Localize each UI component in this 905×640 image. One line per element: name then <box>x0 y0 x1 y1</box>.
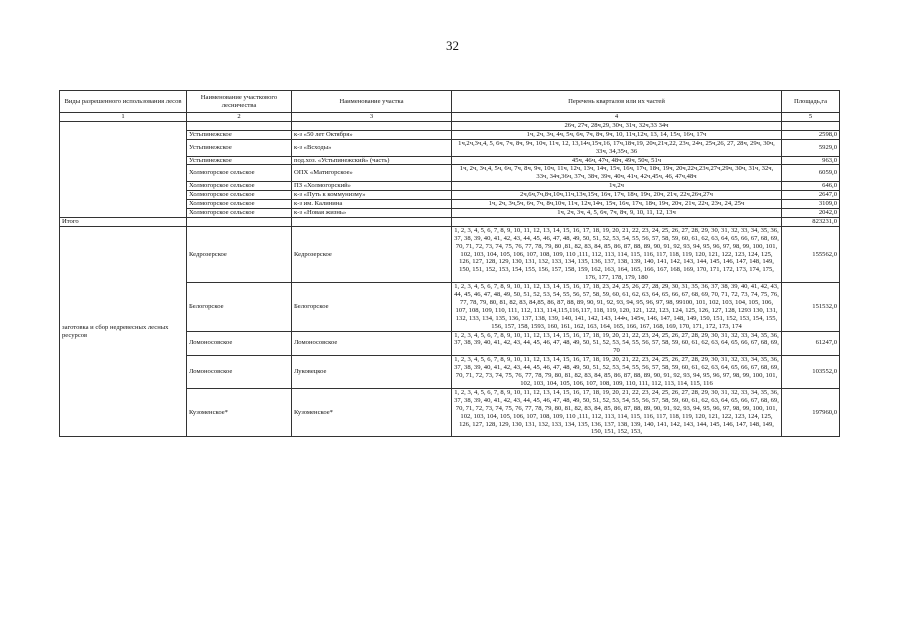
col-number: 3 <box>292 113 452 122</box>
forestry-cell: Белогорское <box>187 283 292 331</box>
area-cell: 151532,0 <box>782 283 840 331</box>
site-cell: Луковецкое <box>292 356 452 389</box>
forestry-cell: Ломоносовское <box>187 331 292 356</box>
header-use-type: Виды разрешенного использования лесов <box>60 91 187 113</box>
forestry-cell: Устьпинежское <box>187 156 292 165</box>
site-cell: ПЗ «Холмогорский» <box>292 182 452 191</box>
area-cell: 2598,0 <box>782 130 840 139</box>
forest-use-table <box>59 90 840 437</box>
quarters-cell: 1, 2, 3, 4, 5, 6, 7, 8, 9, 10, 11, 12, 13, 14, 15, 16, 17, 18, 19, 20, 21, 22, 23, 24, 25, 26, 27, 28, 29, 30, 31, 32, 33, 34, 35, 36, 37, 38, 39, 40, 41, 42, 43, 44, 45, 46, 47, 48, 49, 50, 51, 52, 53, 54, 55, 56, 57, 58, 59, 60, 61, 62, 63, 64, 65, 66, 67, 68, 69, 70, 71, 72, 73, 74, 75, 76, 77, 78, 79, 80 ,81, 82, 83, 84, 85, 86, 87, 88, 89, 90, 91, 92, 93, 94, 95, 96, 97, 98, 99, 100, 101, 102, 103, 104, 105, 106, 107, 108, 109, 110 ,111, 112, 113, 114, 115, 116, 117, 118, 119, 120, 121, 122, 123, 124, 125, 126, 127, 128, 129, 130, 131, 132, 133, 134, 135, 136, 137, 138, 139, 140, 141, 142, 143, 144, 145, 146, 147, 148, 149, 150, 151, 152, 153, 154, 155, 156, 157, 158, 159, 162, 163, 164, 165, 166, 167, 168, 169, 170, 171, 172, 173, 174, 175, 176, 177, 178, 179, 180 <box>452 226 782 282</box>
forestry-cell: Холмогорское сельское <box>187 165 292 182</box>
table-row <box>60 121 840 130</box>
area-cell: 6059,0 <box>782 165 840 182</box>
site-cell: под.хоз. «Устьпинежский» (часть) <box>292 156 452 165</box>
quarters-cell: 1ч, 2ч, 3ч,5ч, 6ч, 7ч, 8ч,10ч, 11ч, 12ч,14ч, 15ч, 16ч, 17ч, 18ч, 19ч, 20ч, 21ч, 22ч, 23ч, 24, 25ч <box>452 200 782 209</box>
total-row <box>60 217 840 226</box>
site-cell: к-з им. Калинина <box>292 200 452 209</box>
quarters-cell: 1ч,2ч <box>452 182 782 191</box>
table-row <box>60 226 840 282</box>
area-cell: 103552,0 <box>782 356 840 389</box>
total-label: Итого <box>60 217 187 226</box>
forestry-cell: Холмогорское сельское <box>187 191 292 200</box>
quarters-cell: 1ч, 2ч, 3ч, 4ч, 5ч, 6ч, 7ч, 8ч, 9ч, 10, 11ч,12ч, 13, 14, 15ч, 16ч, 17ч <box>452 130 782 139</box>
header-area: Площадь,га <box>782 91 840 113</box>
site-cell: ОПХ «Матигорское» <box>292 165 452 182</box>
site-cell <box>292 121 452 130</box>
quarters-cell: 45ч, 46ч, 47ч, 48ч, 49ч, 50ч, 51ч <box>452 156 782 165</box>
forestry-cell: Холмогорское сельское <box>187 200 292 209</box>
quarters-cell: 1, 2, 3, 4, 5, 6, 7, 8, 9, 10, 11, 12, 13, 14, 15, 16, 17, 18, 19, 20, 21, 22, 23, 24, 25, 26, 27, 28, 29, 30, 31, 32, 33, 34, 35, 36, 37, 38, 39, 40, 41, 42, 43, 44, 45, 46, 47, 48, 49, 50, 51, 52, 53, 54, 55, 56, 57, 58, 59, 60, 61, 62, 63, 64, 65, 66, 67, 68, 69, 70 <box>452 331 782 356</box>
site-cell: к-з «Новая жизнь» <box>292 208 452 217</box>
total-area: 823231,0 <box>782 217 840 226</box>
use-type-cell: заготовка и сбор недревесных лесных ресурсов <box>60 226 187 437</box>
area-cell: 2042,0 <box>782 208 840 217</box>
area-cell: 5929,0 <box>782 139 840 156</box>
quarters-cell: 2ч,6ч,7ч,8ч,10ч,11ч,13ч,15ч, 16ч, 17ч, 18ч, 19ч, 20ч, 21ч, 22ч,26ч,27ч <box>452 191 782 200</box>
site-cell: Кузоменское* <box>292 388 452 436</box>
quarters-cell: 1, 2, 3, 4, 5, 6, 7, 8, 9, 10, 11, 12, 13, 14, 15, 16, 17, 18, 19, 20, 21, 22, 23, 24, 25, 26, 27, 28, 29, 30, 31, 32, 33, 34, 35, 36, 37, 38, 39, 40, 41, 42, 43, 44, 45, 46, 47, 48, 49, 50, 51, 52, 53, 54, 55, 56, 57, 58, 59, 60, 61, 62, 63, 64, 65, 66, 67, 68, 69, 70, 71, 72, 73, 74, 75, 76, 77, 78, 79, 80, 81, 82, 83, 84, 85, 86, 87, 88, 89, 90, 91, 92, 93, 94, 95, 96, 97, 98, 99, 100, 101, 102, 103, 104, 105, 106, 107, 108, 109, 110, 111, 112, 113, 114, 115, 116 <box>452 356 782 389</box>
quarters-cell: 1, 2, 3, 4, 5, 6, 7, 8, 9, 10, 11, 12, 13, 14, 15, 16, 17, 18, 19, 20, 21, 22, 23, 24, 25, 26, 27, 28, 29, 30, 31, 32, 33, 34, 35, 36, 37, 38, 39, 40, 41, 42, 43, 44, 45, 46, 47, 48, 49, 50, 51, 52, 53, 54, 55, 56, 57, 58, 59, 60, 61, 62, 63, 64, 65, 66, 67, 68, 69, 70, 71, 72, 73, 74, 75, 76, 77, 78, 79, 80, 81, 82, 83, 84, 85, 86, 87, 88, 89, 90, 91, 92, 93, 94, 95, 96, 97, 98, 99, 100, 101, 102, 103, 104, 105, 106, 107, 108, 109, 110 ,111, 112, 113, 114, 115, 116, 117, 118, 119, 120, 121, 122, 123, 124, 125, 126, 127, 128, 129, 130, 131, 132, 133, 134, 135, 136, 137, 138, 139, 140, 141, 142, 143, 144, 145, 146, 147, 148, 149, 150, 151, 152, 153, <box>452 388 782 436</box>
header-row <box>60 91 840 113</box>
header-forestry: Наименование участкового лесничества <box>187 91 292 113</box>
area-cell: 197960,0 <box>782 388 840 436</box>
col-number: 2 <box>187 113 292 122</box>
quarters-cell: 1ч, 2ч, 3ч,4, 5ч, 6ч, 7ч, 8ч, 9ч, 10ч, 11ч, 12ч, 13ч, 14ч, 15ч, 16ч, 17ч, 18ч, 19ч, 20ч,22ч,23ч,27ч,29ч, 30ч, 31ч, 32ч, 33ч, 34ч,36ч, 37ч, 38ч, 39ч, 40ч, 41ч, 42ч,45ч, 46, 47ч,48ч <box>452 165 782 182</box>
col-number: 4 <box>452 113 782 122</box>
quarters-cell: 1ч,2ч,3ч,4, 5, 6ч, 7ч, 8ч, 9ч, 10ч, 11ч, 12, 13,14ч,15ч,16, 17ч,18ч,19, 20ч,21ч,22, 23ч, 24ч, 25ч,26, 27, 28ч, 29ч, 30ч, 33ч, 34,35ч, 36 <box>452 139 782 156</box>
empty-cell <box>292 217 452 226</box>
empty-cell <box>452 217 782 226</box>
forestry-cell: Кедрозерское <box>187 226 292 282</box>
column-number-row <box>60 113 840 122</box>
header-site: Наименование участка <box>292 91 452 113</box>
area-cell: 963,0 <box>782 156 840 165</box>
area-cell: 3109,0 <box>782 200 840 209</box>
area-cell <box>782 121 840 130</box>
forestry-cell: Холмогорское сельское <box>187 208 292 217</box>
site-cell: Белогорское <box>292 283 452 331</box>
forestry-cell: Кузоменское* <box>187 388 292 436</box>
use-type-cell-empty <box>60 121 187 217</box>
site-cell: к-з «Всходы» <box>292 139 452 156</box>
header-quarters: Перечень кварталов или их частей <box>452 91 782 113</box>
site-cell: к-з «50 лет Октября» <box>292 130 452 139</box>
forestry-cell <box>187 121 292 130</box>
site-cell: к-з «Путь к коммунизму» <box>292 191 452 200</box>
forestry-cell: Холмогорское сельское <box>187 182 292 191</box>
quarters-cell: 1, 2, 3, 4, 5, 6, 7, 8, 9, 10, 11, 12, 13, 14, 15, 16, 17, 18, 23, 24, 25, 26, 27, 28, 29, 30, 31, 35, 36, 37, 38, 39, 40, 41, 42, 43, 44, 45, 46, 47, 48, 49, 50, 51, 52, 53, 54, 55, 56, 57, 58, 59, 60, 61, 62, 63, 64, 65, 66, 67, 68, 69, 70, 71, 72, 73, 74, 75, 76, 77, 78, 79, 80, 81, 82, 83, 84,85, 86, 87, 88, 89, 90, 91, 92, 93, 94, 95, 96, 97, 98, 99100, 101, 102, 103, 104, 105, 106, 107, 108, 109, 110, 111, 112, 113, 114,115,116,117, 118, 119, 120, 121, 122, 123, 124, 125, 126, 127, 128, 1293 130, 131, 132, 133, 134, 135, 136, 137, 138, 139, 140, 141, 142, 143, 144ч, 145ч, 146, 147, 148, 149, 150, 151, 152, 153, 154, 155, 156, 157, 158, 1593, 160, 161, 162, 163, 164, 165, 166, 167, 168, 169, 170, 171, 172, 173, 174 <box>452 283 782 331</box>
site-cell: Кедрозерское <box>292 226 452 282</box>
area-cell: 155562,0 <box>782 226 840 282</box>
empty-cell <box>187 217 292 226</box>
col-number: 5 <box>782 113 840 122</box>
forestry-cell: Устьпинежское <box>187 139 292 156</box>
col-number: 1 <box>60 113 187 122</box>
forestry-cell: Ломоносовское <box>187 356 292 389</box>
area-cell: 61247,0 <box>782 331 840 356</box>
site-cell: Ломоносовское <box>292 331 452 356</box>
page-number: 32 <box>446 38 459 53</box>
area-cell: 646,0 <box>782 182 840 191</box>
area-cell: 2647,0 <box>782 191 840 200</box>
quarters-cell: 26ч, 27ч, 28ч,29, 30ч, 31ч, 32ч,33 34ч <box>452 121 782 130</box>
quarters-cell: 1ч, 2ч, 3ч, 4, 5, 6ч, 7ч, 8ч, 9, 10, 11, 12, 13ч <box>452 208 782 217</box>
forestry-cell: Устьпинежское <box>187 130 292 139</box>
